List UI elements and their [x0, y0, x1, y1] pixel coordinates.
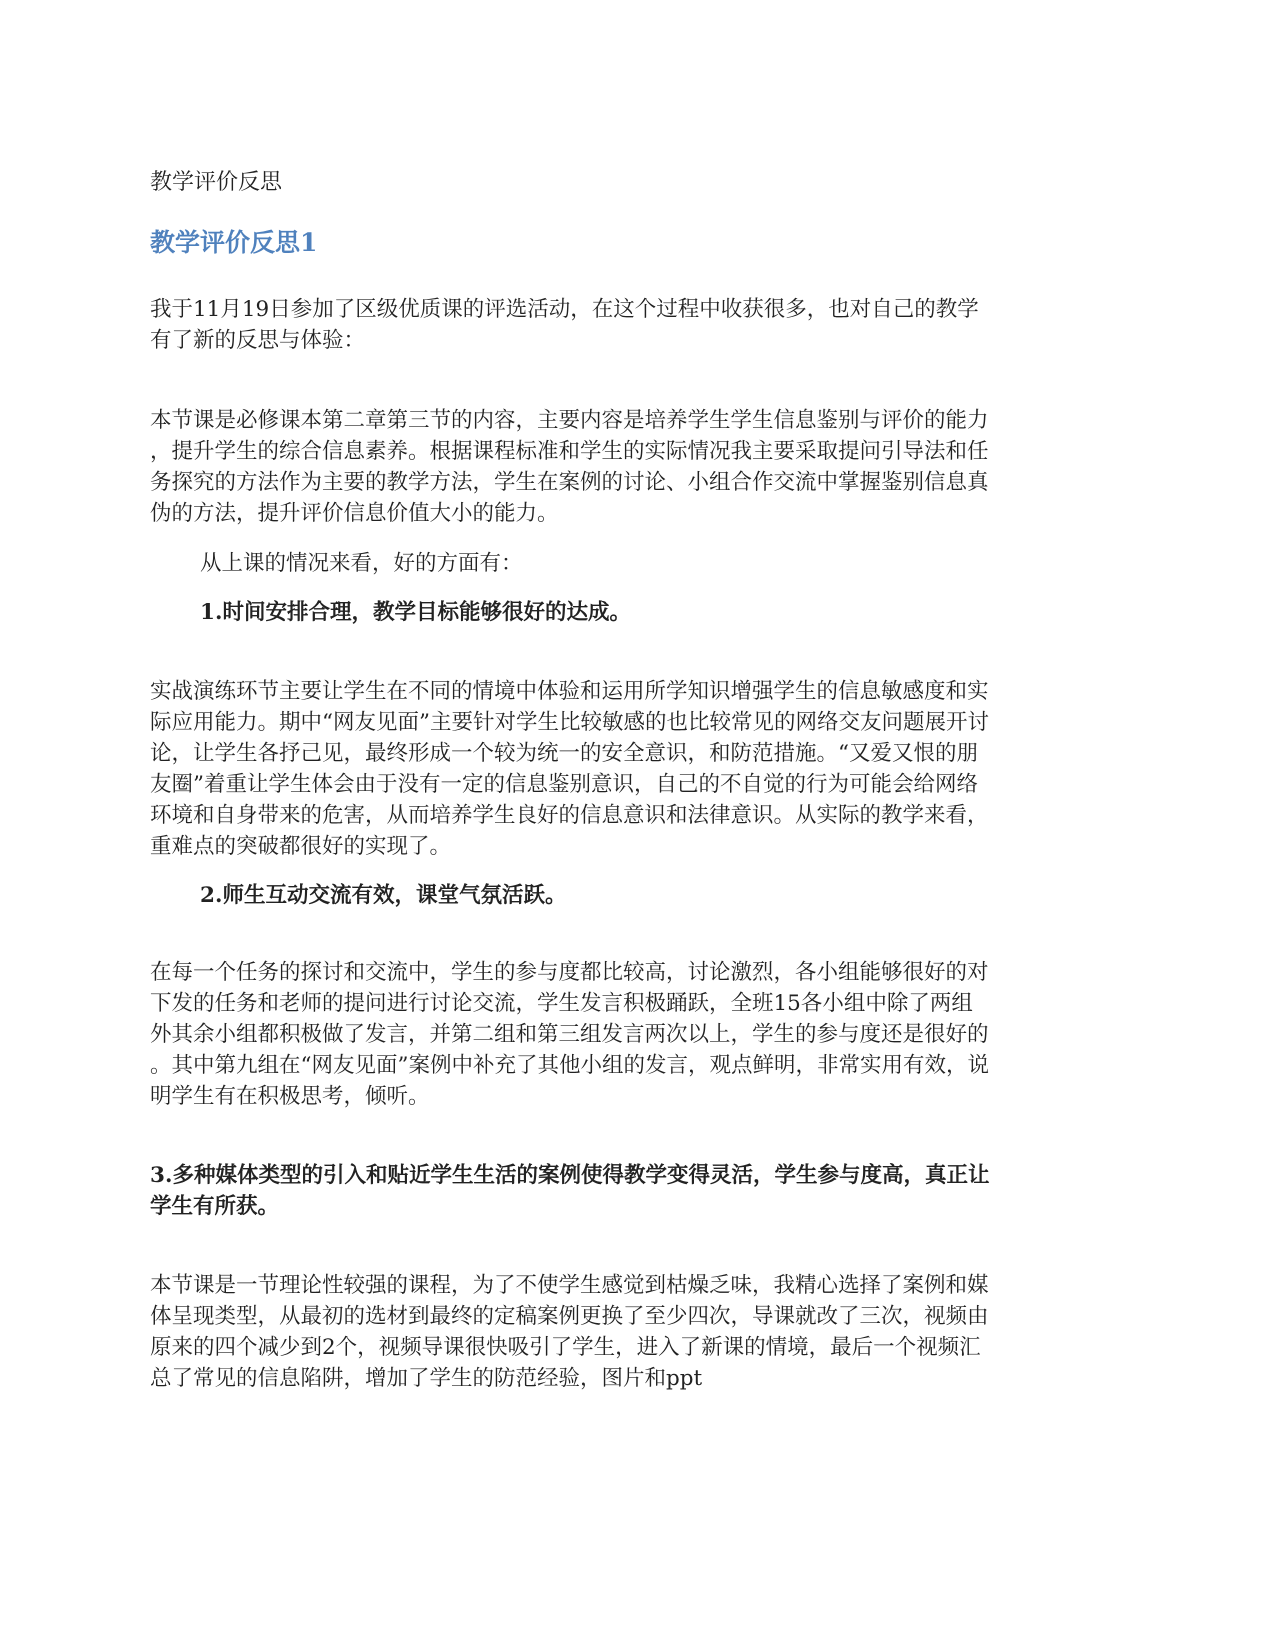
- point-3-paragraph: [150, 1270, 1125, 1394]
- text-line: 。其中第九组在“网友见面”案例中补充了其他小组的发言，观点鲜明，非常实用有效，说: [150, 1053, 989, 1078]
- text-line: 际应用能力。期中“网友见面”主要针对学生比较敏感的也比较常见的网络交友问题展开讨: [150, 710, 989, 735]
- text-line: 下发的任务和老师的提问进行讨论交流，学生发言积极踊跃，全班15各小组中除了两组: [150, 991, 973, 1016]
- text-line: 明学生有在积极思考，倾听。: [150, 1084, 430, 1109]
- text-line: 本节课是一节理论性较强的课程，为了不使学生感觉到枯燥乏味，我精心选择了案例和媒: [150, 1273, 989, 1298]
- text-line: 在每一个任务的探讨和交流中，学生的参与度都比较高，讨论激烈，各小组能够很好的对: [150, 960, 989, 985]
- text-line: 重难点的突破都很好的实现了。: [150, 834, 452, 859]
- intro-paragraph: [150, 294, 1125, 356]
- point-1-paragraph: [150, 676, 1125, 862]
- text-line: 伪的方法，提升评价信息价值大小的能力。: [150, 501, 559, 526]
- text-line: 总了常见的信息陷阱，增加了学生的防范经验，图片和ppt: [150, 1366, 703, 1391]
- text-line: 有了新的反思与体验：: [150, 328, 366, 353]
- text-line: 我于11月19日参加了区级优质课的评选活动，在这个过程中收获很多，也对自己的教学: [150, 297, 979, 322]
- text-line: 学生有所获。: [150, 1194, 280, 1219]
- point-3-heading: [150, 1160, 1125, 1222]
- text-line: 3.多种媒体类型的引入和贴近学生生活的案例使得教学变得灵活，学生参与度高，真正让: [150, 1163, 990, 1188]
- text-line: 环境和自身带来的危害，从而培养学生良好的信息意识和法律意识。从实际的教学来看，: [150, 803, 989, 828]
- lesson-overview-paragraph: [150, 405, 1125, 529]
- document-title: 教学评价反思: [150, 170, 283, 195]
- text-line: 外其余小组都积极做了发言，并第二组和第三组发言两次以上，学生的参与度还是很好的: [150, 1022, 989, 1047]
- text-line: 实战演练环节主要让学生在不同的情境中体验和运用所学知识增强学生的信息敏感度和实: [150, 679, 989, 704]
- text-line: 论，让学生各抒己见，最终形成一个较为统一的安全意识，和防范措施。“又爱又恨的朋: [150, 741, 978, 766]
- text-line: 原来的四个减少到2个，视频导课很快吸引了学生，进入了新课的情境，最后一个视频汇: [150, 1335, 981, 1360]
- text-line: 本节课是必修课本第二章第三节的内容，主要内容是培养学生学生信息鉴别与评价的能力: [150, 408, 989, 433]
- summary-intro-paragraph: 从上课的情况来看，好的方面有：: [200, 551, 523, 576]
- section-heading: 教学评价反思1: [150, 228, 318, 257]
- point-1-heading: 1.时间安排合理，教学目标能够很好的达成。: [200, 600, 631, 625]
- point-2-paragraph: [150, 957, 1125, 1112]
- text-line: 友圈”着重让学生体会由于没有一定的信息鉴别意识，自己的不自觉的行为可能会给网络: [150, 772, 978, 797]
- text-line: 体呈现类型，从最初的选材到最终的定稿案例更换了至少四次，导课就改了三次，视频由: [150, 1304, 989, 1329]
- text-line: 务探究的方法作为主要的教学方法，学生在案例的讨论、小组合作交流中掌握鉴别信息真: [150, 470, 989, 495]
- point-2-heading: 2.师生互动交流有效，课堂气氛活跃。: [200, 883, 567, 908]
- text-line: ，提升学生的综合信息素养。根据课程标准和学生的实际情况我主要采取提问引导法和任: [150, 439, 989, 464]
